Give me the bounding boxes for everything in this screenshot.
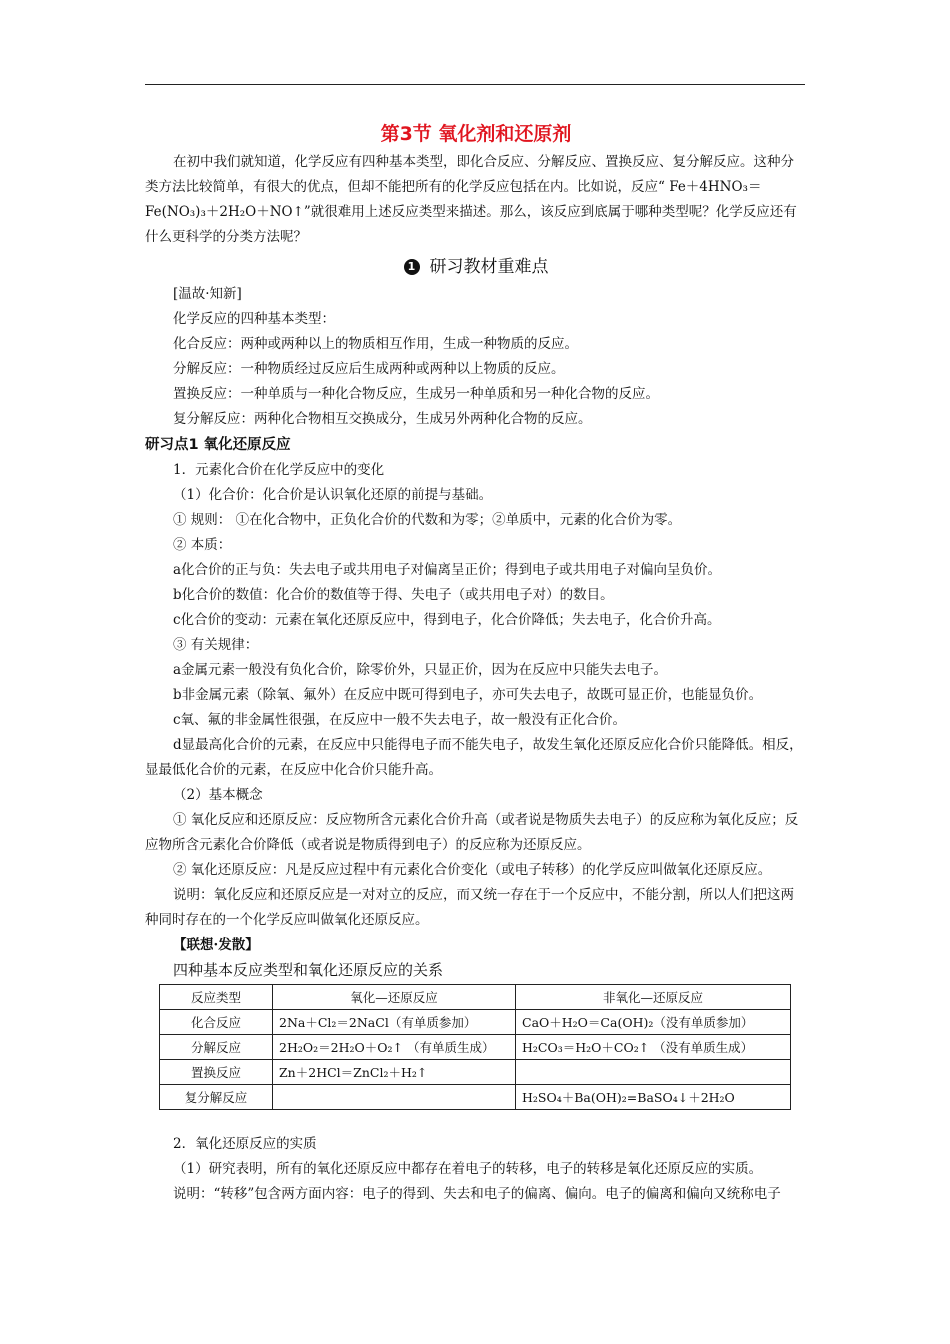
review-line: 分解反应：一种物质经过反应后生成两种或两种以上物质的反应。 xyxy=(173,361,565,377)
table-header: 氧化—还原反应 xyxy=(273,985,516,1010)
essence-heading: 2．氧化还原反应的实质 xyxy=(173,1136,317,1152)
table-caption: 四种基本反应类型和氧化还原反应的关系 xyxy=(173,961,444,979)
table-cell: H₂CO₃＝H₂O＋CO₂↑ （没有单质生成） xyxy=(516,1035,791,1060)
review-line: 化学反应的四种基本类型： xyxy=(173,311,335,327)
reaction-type-table xyxy=(159,984,791,1110)
table-cell: H₂SO₄＋Ba(OH)₂=BaSO₄↓＋2H₂O xyxy=(516,1085,791,1110)
table-header-row xyxy=(160,985,791,1010)
document-page xyxy=(145,120,807,1207)
section-heading xyxy=(145,252,807,282)
point1-paragraph: ① 氧化反应和还原反应：反应物所含元素化合价升高（或者说是物质失去电子）的反应称为氧化反应；反应物所含元素化合价降低（或者说是物质得到电子）的反应称为还原反应。 xyxy=(145,812,799,853)
table-cell xyxy=(273,1085,516,1110)
point1-paragraph: 说明：氧化反应和还原反应是一对对立的反应，而又统一存在于一个反应中，不能分割，所以人们把这两种同时存在的一个化学反应叫做氧化还原反应。 xyxy=(145,887,794,928)
intro-paragraph: 在初中我们就知道，化学反应有四种基本类型，即化合反应、分解反应、置换反应、复分解反应。这种分类方法比较简单，有很大的优点，但却不能把所有的化学反应包括在内。比如说，反应“ Fe＋4HNO₃＝Fe(NO₃)₃＋2H₂O＋NO↑”就很难用上述反应类型来描述。那么，该反应到底属于哪种类型呢？化学反应还有什么更科学的分类方法呢？ xyxy=(145,154,797,245)
point1-line: ① 规则： ①在化合物中，正负化合价的代数和为零；②单质中，元素的化合价为零。 xyxy=(173,512,682,528)
review-line: 化合反应：两种或两种以上的物质相互作用，生成一种物质的反应。 xyxy=(173,336,578,352)
point1-line: c化合价的变动：元素在氧化还原反应中，得到电子，化合价降低；失去电子，化合价升高。 xyxy=(173,612,721,628)
table-cell: Zn＋2HCl＝ZnCl₂＋H₂↑ xyxy=(273,1060,516,1085)
point1-line: a化合价的正与负：失去电子或共用电子对偏离呈正价；得到电子或共用电子对偏向呈负价。 xyxy=(173,562,722,578)
table-header: 反应类型 xyxy=(160,985,273,1010)
table-header: 非氧化—还原反应 xyxy=(516,985,791,1010)
essence-line: 说明：“转移”包含两方面内容：电子的得到、失去和电子的偏离、偏向。电子的偏离和偏向又统称电子 xyxy=(173,1186,781,1202)
point1-line: c氧、氟的非金属性很强，在反应中一般不失去电子，故一般没有正化合价。 xyxy=(173,712,627,728)
table-cell: 分解反应 xyxy=(160,1035,273,1060)
table-cell: CaO＋H₂O＝Ca(OH)₂（没有单质参加） xyxy=(516,1010,791,1035)
section-title: 研习教材重难点 xyxy=(429,257,549,277)
review-line: 置换反应：一种单质与一种化合物反应，生成另一种单质和另一种化合物的反应。 xyxy=(173,386,659,402)
header-rule xyxy=(145,84,805,85)
table-cell: 化合反应 xyxy=(160,1010,273,1035)
basic-concepts-heading: （2）基本概念 xyxy=(173,787,263,803)
section-number-icon: 1 xyxy=(404,259,420,275)
spacer xyxy=(145,1110,807,1132)
point1-line: b化合价的数值：化合价的数值等于得、失电子（或共用电子对）的数目。 xyxy=(173,587,614,603)
table-cell: 2Na＋Cl₂＝2NaCl（有单质参加） xyxy=(273,1010,516,1035)
table-row xyxy=(160,1010,791,1035)
point1-line: 1．元素化合价在化学反应中的变化 xyxy=(173,462,385,478)
table-row xyxy=(160,1085,791,1110)
review-tag: [温故·知新] xyxy=(173,286,242,302)
table-cell: 置换反应 xyxy=(160,1060,273,1085)
essence-line: （1）研究表明，所有的氧化还原反应中都存在着电子的转移，电子的转移是氧化还原反应的实质。 xyxy=(173,1161,763,1177)
table-row xyxy=(160,1035,791,1060)
point1-paragraph: d显最高化合价的元素，在反应中只能得电子而不能失电子，故发生氧化还原反应化合价只能降低。相反，显最低化合价的元素，在反应中化合价只能升高。 xyxy=(145,737,803,778)
association-tag: 【联想·发散】 xyxy=(173,937,259,953)
point1-line: a金属元素一般没有负化合价，除零价外，只显正价，因为在反应中只能失去电子。 xyxy=(173,662,668,678)
table-row xyxy=(160,1060,791,1085)
table-cell: 2H₂O₂＝2H₂O＋O₂↑ （有单质生成） xyxy=(273,1035,516,1060)
point1-heading: 研习点1 氧化还原反应 xyxy=(145,437,291,453)
point1-line: ③ 有关规律： xyxy=(173,637,259,653)
review-line: 复分解反应：两种化合物相互交换成分，生成另外两种化合物的反应。 xyxy=(173,411,592,427)
page-title: 第3节 氧化剂和还原剂 xyxy=(380,123,572,145)
point1-paragraph: ② 氧化还原反应：凡是反应过程中有元素化合价变化（或电子转移）的化学反应叫做氧化还原反应。 xyxy=(173,862,772,878)
table-cell: 复分解反应 xyxy=(160,1085,273,1110)
table-cell xyxy=(516,1060,791,1085)
point1-line: （1）化合价：化合价是认识氧化还原的前提与基础。 xyxy=(173,487,493,503)
point1-line: ② 本质： xyxy=(173,537,232,553)
point1-line: b非金属元素（除氧、氟外）在反应中既可得到电子，亦可失去电子，故既可显正价，也能显负价。 xyxy=(173,687,763,703)
